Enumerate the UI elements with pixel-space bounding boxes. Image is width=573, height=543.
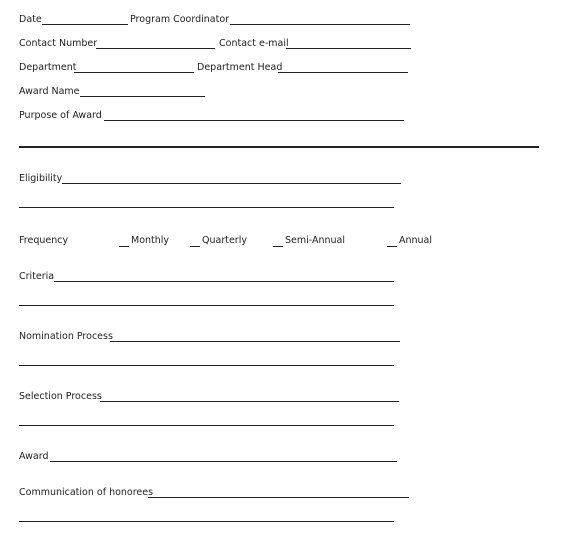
- department-field[interactable]: [74, 72, 194, 73]
- communication-field-line2[interactable]: [19, 521, 394, 522]
- selection-process-field-line2[interactable]: [19, 425, 394, 426]
- program-coordinator-label: Program Coordinator: [130, 14, 230, 25]
- section-divider: [19, 146, 539, 148]
- award-label: Award: [19, 451, 49, 462]
- contact-number-label: Contact Number: [19, 38, 98, 49]
- communication-field[interactable]: [148, 497, 409, 498]
- eligibility-field[interactable]: [62, 183, 401, 184]
- department-head-label: Department Head: [197, 62, 283, 73]
- semi-annual-checkbox[interactable]: [273, 237, 283, 247]
- award-name-field[interactable]: [80, 96, 205, 97]
- selection-process-label: Selection Process: [19, 391, 102, 402]
- program-coordinator-field[interactable]: [230, 24, 410, 25]
- frequency-label: Frequency: [19, 235, 69, 246]
- frequency-option-annual[interactable]: [387, 235, 432, 247]
- communication-label: Communication of honorees: [19, 487, 154, 498]
- semi-annual-label: Semi-Annual: [285, 235, 346, 246]
- nomination-process-label: Nomination Process: [19, 331, 113, 342]
- monthly-checkbox[interactable]: [119, 237, 129, 247]
- department-label: Department: [19, 62, 77, 73]
- date-label: Date: [19, 14, 42, 25]
- nomination-process-field-line2[interactable]: [19, 365, 394, 366]
- nomination-process-field[interactable]: [110, 341, 400, 342]
- department-head-field[interactable]: [278, 72, 408, 73]
- monthly-label: Monthly: [131, 235, 170, 246]
- quarterly-label: Quarterly: [202, 235, 247, 246]
- criteria-field[interactable]: [54, 281, 394, 282]
- eligibility-field-line2[interactable]: [19, 207, 394, 208]
- purpose-label: Purpose of Award: [19, 110, 102, 121]
- frequency-option-semi-annual[interactable]: [273, 235, 345, 247]
- contact-number-field[interactable]: [96, 48, 215, 49]
- award-field[interactable]: [50, 461, 397, 462]
- criteria-field-line2[interactable]: [19, 305, 394, 306]
- frequency-option-quarterly[interactable]: [190, 235, 247, 247]
- eligibility-label: Eligibility: [19, 173, 63, 184]
- contact-email-field[interactable]: [286, 48, 411, 49]
- date-field[interactable]: [42, 24, 128, 25]
- award-name-label: Award Name: [19, 86, 80, 97]
- quarterly-checkbox[interactable]: [190, 237, 200, 247]
- criteria-label: Criteria: [19, 271, 55, 282]
- purpose-field[interactable]: [104, 120, 404, 121]
- annual-label: Annual: [399, 235, 433, 246]
- selection-process-field[interactable]: [100, 401, 399, 402]
- annual-checkbox[interactable]: [387, 237, 397, 247]
- contact-email-label: Contact e-mail: [219, 38, 289, 49]
- frequency-option-monthly[interactable]: [119, 235, 169, 247]
